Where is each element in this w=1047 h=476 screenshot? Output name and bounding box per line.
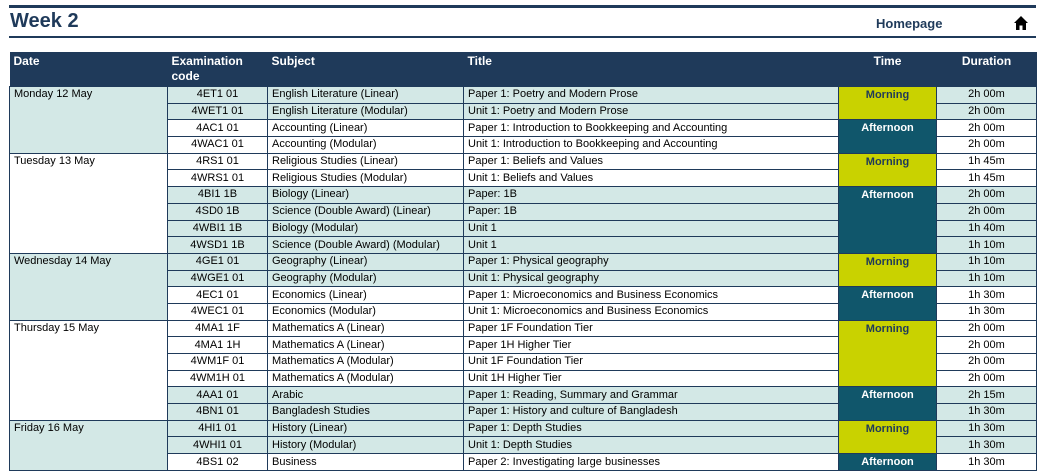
exam-duration: 2h 00m [937,103,1037,120]
exam-title: Unit 1: Beliefs and Values [464,170,839,187]
session-time-badge: Morning [839,253,937,286]
table-header-row [10,52,1037,87]
exam-code: 4WSD1 1B [168,237,268,254]
exam-subject: English Literature (Linear) [268,87,464,104]
exam-code: 4EC1 01 [168,287,268,304]
exam-duration: 2h 00m [937,337,1037,354]
exam-code: 4RS1 01 [168,153,268,170]
table-row [10,153,1037,170]
exam-title: Paper 1: Microeconomics and Business Economics [464,287,839,304]
exam-duration: 1h 30m [937,287,1037,304]
exam-code: 4HI1 01 [168,420,268,437]
exam-code: 4BI1 1B [168,187,268,204]
session-time-badge: Afternoon [839,120,937,153]
exam-title: Unit 1 [464,220,839,237]
exam-title: Paper: 1B [464,203,839,220]
exam-duration: 1h 10m [937,253,1037,270]
exam-code: 4WBI1 1B [168,220,268,237]
exam-subject: English Literature (Modular) [268,103,464,120]
header-rule [9,5,1036,8]
exam-title: Paper 1H Higher Tier [464,337,839,354]
exam-duration: 2h 00m [937,87,1037,104]
exam-code: 4WRS1 01 [168,170,268,187]
exam-title: Unit 1 [464,237,839,254]
exam-duration: 1h 30m [937,437,1037,454]
exam-duration: 2h 00m [937,370,1037,387]
exam-duration: 1h 45m [937,153,1037,170]
exam-date: Thursday 15 May [10,320,168,420]
exam-code: 4WET1 01 [168,103,268,120]
exam-subject: Accounting (Modular) [268,137,464,154]
exam-subject: Science (Double Award) (Linear) [268,203,464,220]
exam-code: 4WM1F 01 [168,354,268,371]
exam-code: 4AC1 01 [168,120,268,137]
page-title: Week 2 [10,10,79,32]
exam-subject: Mathematics A (Linear) [268,337,464,354]
timetable-body [10,87,1037,471]
exam-subject: Mathematics A (Modular) [268,354,464,371]
exam-code: 4WEC1 01 [168,303,268,320]
exam-code: 4WM1H 01 [168,370,268,387]
exam-duration: 2h 00m [937,354,1037,371]
exam-duration: 1h 40m [937,220,1037,237]
exam-subject: Biology (Modular) [268,220,464,237]
exam-code: 4MA1 1F [168,320,268,337]
exam-date: Monday 12 May [10,87,168,154]
session-time-badge: Morning [839,420,937,453]
exam-date: Wednesday 14 May [10,253,168,320]
exam-date: Tuesday 13 May [10,153,168,253]
column-header-duration: Duration [937,52,1037,87]
header-underline [9,36,1036,38]
exam-duration: 1h 30m [937,404,1037,421]
exam-subject: History (Modular) [268,437,464,454]
exam-subject: Geography (Modular) [268,270,464,287]
exam-code: 4AA1 01 [168,387,268,404]
exam-subject: History (Linear) [268,420,464,437]
exam-title: Paper 1: Poetry and Modern Prose [464,87,839,104]
exam-duration: 2h 00m [937,203,1037,220]
exam-code: 4ET1 01 [168,87,268,104]
home-icon[interactable] [1013,15,1029,31]
session-time-badge: Afternoon [839,187,937,254]
exam-code: 4GE1 01 [168,253,268,270]
column-header-title: Title [464,52,839,87]
exam-duration: 2h 00m [937,137,1037,154]
exam-title: Paper 1: History and culture of Bangladesh [464,404,839,421]
exam-code: 4BS1 02 [168,454,268,471]
column-header-date: Date [10,52,168,87]
exam-code: 4BN1 01 [168,404,268,421]
exam-subject: Accounting (Linear) [268,120,464,137]
exam-date: Friday 16 May [10,420,168,470]
exam-subject: Bangladesh Studies [268,404,464,421]
column-header-exam-code: Examination code [168,52,268,87]
exam-title: Paper 1: Reading, Summary and Grammar [464,387,839,404]
table-row [10,420,1037,437]
exam-subject: Mathematics A (Linear) [268,320,464,337]
exam-subject: Religious Studies (Linear) [268,153,464,170]
exam-title: Unit 1: Poetry and Modern Prose [464,103,839,120]
exam-duration: 1h 10m [937,270,1037,287]
exam-subject: Economics (Modular) [268,303,464,320]
exam-code: 4WGE1 01 [168,270,268,287]
exam-subject: Geography (Linear) [268,253,464,270]
session-time-badge: Morning [839,87,937,120]
exam-duration: 1h 45m [937,170,1037,187]
exam-duration: 2h 00m [937,187,1037,204]
exam-code: 4WAC1 01 [168,137,268,154]
exam-duration: 1h 10m [937,237,1037,254]
exam-title: Unit 1: Microeconomics and Business Economics [464,303,839,320]
exam-title: Unit 1: Introduction to Bookkeeping and Accounting [464,137,839,154]
exam-subject: Mathematics A (Modular) [268,370,464,387]
exam-duration: 2h 15m [937,387,1037,404]
exam-title: Unit 1H Higher Tier [464,370,839,387]
exam-subject: Religious Studies (Modular) [268,170,464,187]
session-time-badge: Afternoon [839,387,937,420]
homepage-link[interactable]: Homepage [876,16,943,31]
exam-subject: Economics (Linear) [268,287,464,304]
exam-duration: 2h 00m [937,120,1037,137]
exam-subject: Science (Double Award) (Modular) [268,237,464,254]
exam-duration: 2h 00m [937,320,1037,337]
exam-duration: 1h 30m [937,303,1037,320]
exam-duration: 1h 30m [937,420,1037,437]
table-row [10,253,1037,270]
table-row [10,87,1037,104]
exam-title: Paper 1: Depth Studies [464,420,839,437]
exam-title: Paper 1: Physical geography [464,253,839,270]
exam-title: Paper 1F Foundation Tier [464,320,839,337]
exam-code: 4MA1 1H [168,337,268,354]
exam-title: Paper 1: Introduction to Bookkeeping and Accounting [464,120,839,137]
session-time-badge: Afternoon [839,287,937,320]
column-header-time: Time [839,52,937,87]
column-header-subject: Subject [268,52,464,87]
session-time-badge: Morning [839,153,937,186]
exam-title: Paper 2: Investigating large businesses [464,454,839,471]
exam-subject: Business [268,454,464,471]
exam-title: Paper 1: Beliefs and Values [464,153,839,170]
exam-title: Unit 1: Depth Studies [464,437,839,454]
session-time-badge: Morning [839,320,937,387]
exam-code: 4SD0 1B [168,203,268,220]
exam-duration: 1h 30m [937,454,1037,471]
exam-timetable [9,52,1037,471]
table-row [10,320,1037,337]
exam-subject: Biology (Linear) [268,187,464,204]
exam-subject: Arabic [268,387,464,404]
exam-code: 4WHI1 01 [168,437,268,454]
exam-title: Paper: 1B [464,187,839,204]
exam-title: Unit 1F Foundation Tier [464,354,839,371]
exam-title: Unit 1: Physical geography [464,270,839,287]
session-time-badge: Afternoon [839,454,937,471]
